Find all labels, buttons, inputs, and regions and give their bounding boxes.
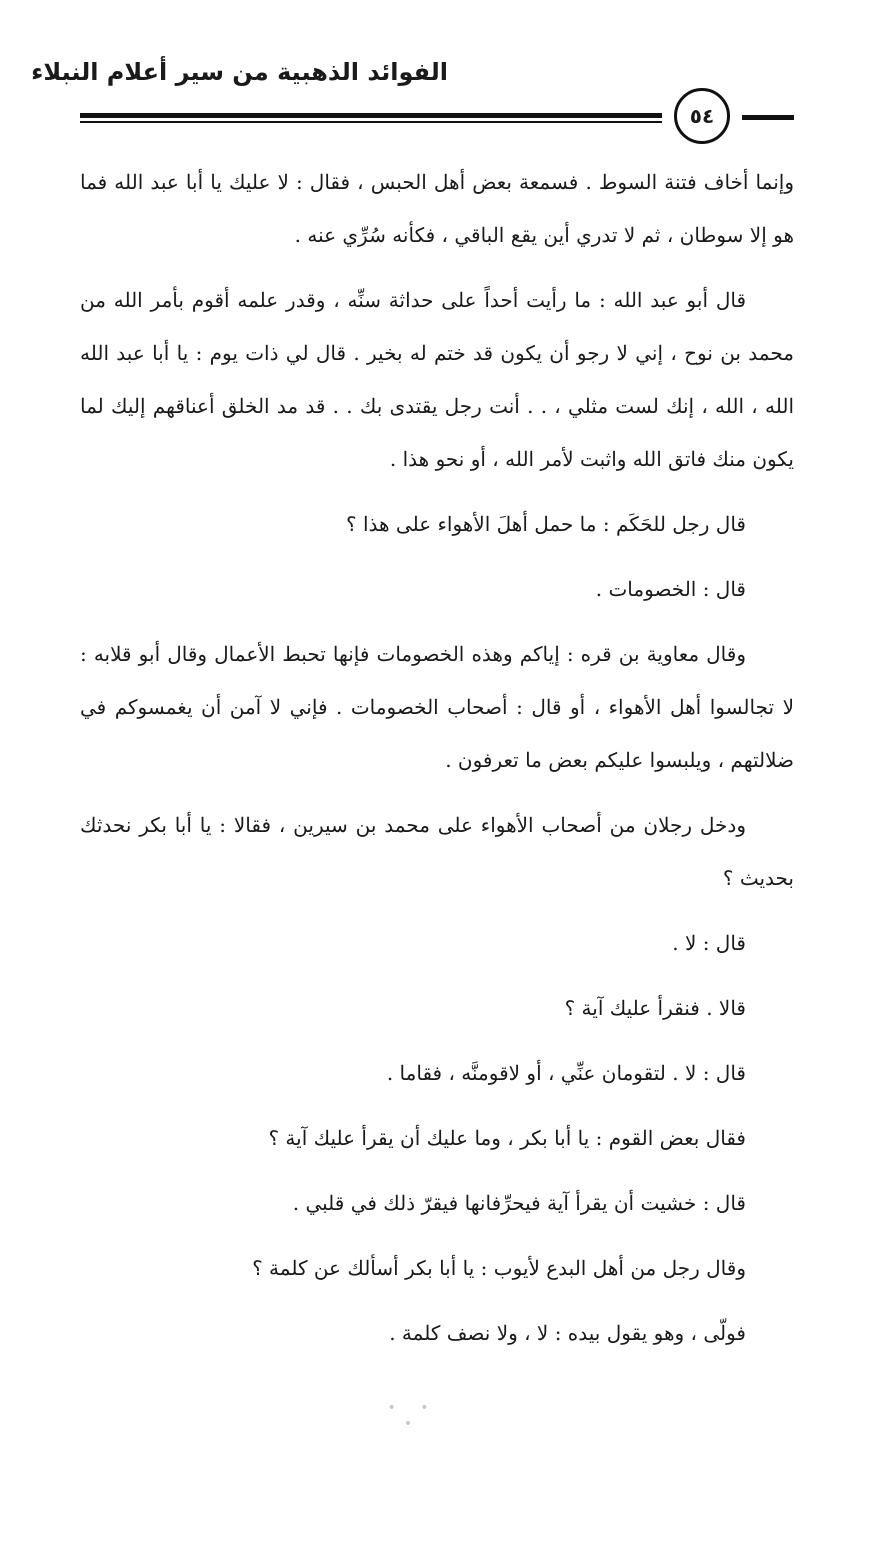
paragraph: قال : الخصومات . <box>595 577 746 601</box>
paragraph: قال رجل للحَكَم : ما حمل أهلَ الأهواء على هذا ؟ <box>345 512 746 536</box>
page-number-badge <box>674 88 730 144</box>
header-rule-thick <box>80 113 662 118</box>
paragraph: قال : خشيت أن يقرأ آية فيحرِّفانها فيقرّ ذلك في قلبي . <box>292 1191 746 1215</box>
paragraph: وإنما أخاف فتنة السوط . فسمعة بعض أهل الحبس ، فقال : لا عليك يا أبا عبد الله فما هو إلا سوطان ، ثم لا تدري أين يقع الباقي ، فكأنه سُرِّي عنه . <box>80 170 794 247</box>
page-number: ٥٤ <box>689 104 715 128</box>
paragraph: قال : لا . <box>672 931 746 955</box>
paragraph: قالا . فنقرأ عليك آية ؟ <box>564 996 746 1020</box>
paragraph: فولّى ، وهو يقول بيده : لا ، ولا نصف كلمة . <box>389 1321 746 1345</box>
paragraph: قال أبو عبد الله : ما رأيت أحداً على حداثة سنِّه ، وقدر علمه أقوم بأمر الله من محمد بن نوح ، إني لا رجو أن يكون قد ختم له بخير . قال لي ذات يوم : يا أبا عبد الله الله ، الله ، إنك لست مثلي ، . . أنت رجل يقتدى بك . . قد مد الخلق أعناقهم إليك لما يكون منك فاتق الله واثبت لأمر الله ، أو نحو هذا . <box>80 288 795 471</box>
running-title: الفوائد الذهبية من سير أعلام النبلاء <box>31 58 448 86</box>
paragraph: وقال رجل من أهل البدع لأيوب : يا أبا بكر أسألك عن كلمة ؟ <box>252 1256 746 1280</box>
page-body <box>80 156 794 1372</box>
footer-ornament: • • • <box>387 1400 439 1432</box>
paragraph: وقال معاوية بن قره : إياكم وهذه الخصومات فإنها تحبط الأعمال وقال أبو قلابه : لا تجالسوا أهل الأهواء ، أو قال : أصحاب الخصومات . فإني لا آمن أن يغمسوكم في ضلالتهم ، ويلبسوا عليكم بعض ما تعرفون . <box>80 642 794 772</box>
paragraph: ودخل رجلان من أصحاب الأهواء على محمد بن سيرين ، فقالا : يا أبا بكر نحدثك بحديث ؟ <box>80 813 794 890</box>
header-rule-right <box>742 115 794 120</box>
paragraph: قال : لا . لتقومان عنِّي ، أو لاقومنَّه ، فقاما . <box>386 1061 746 1085</box>
paragraph: فقال بعض القوم : يا أبا بكر ، وما عليك أن يقرأ عليك آية ؟ <box>268 1126 746 1150</box>
header-rule-thin <box>80 121 662 123</box>
